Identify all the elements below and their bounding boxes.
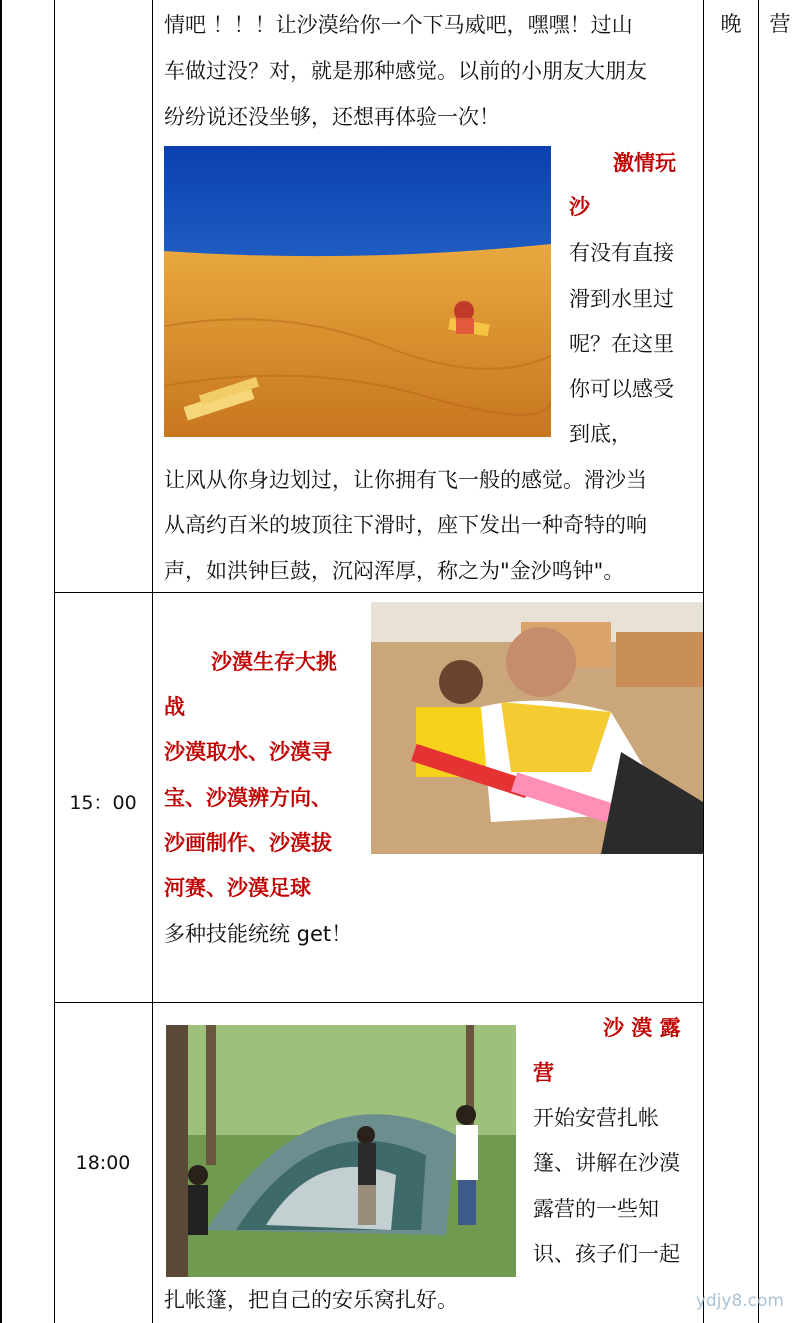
table-col-line-1 xyxy=(54,0,55,1323)
row2-plain-line: 多种技能统统 get！ xyxy=(164,922,353,946)
row3-tail-line: 扎帐篷，把自己的安乐窝扎好。 xyxy=(164,1288,458,1312)
column-cell-evening: 晚 xyxy=(720,12,742,36)
row2-title-line-1: 沙漠生存大挑 xyxy=(211,650,337,674)
table-border-left xyxy=(0,0,2,1323)
row1-tail-line-1: 让风从你身边划过，让你拥有飞一般的感觉。滑沙当 xyxy=(164,468,647,492)
row1-side-line-1: 有没有直接 xyxy=(569,241,674,265)
row1-title-line-1: 激情玩 xyxy=(613,151,676,175)
row2-activity-line-3: 沙画制作、沙漠拔 xyxy=(164,831,332,855)
row1-side-line-2: 滑到水里过 xyxy=(569,287,674,311)
row1-side-line-5: 到底， xyxy=(569,422,632,446)
row2-title-line-2: 战 xyxy=(164,695,185,719)
tent-camping-photo xyxy=(166,1025,516,1277)
row1-intro-line-1: 情吧 ！！！让沙漠给你一个下马威吧，嘿嘿！过山 xyxy=(164,13,633,37)
sand-sliding-photo xyxy=(164,146,551,437)
row1-intro-line-3: 纷纷说还没坐够，还想再体验一次！ xyxy=(164,105,500,129)
row2-activity-line-1: 沙漠取水、沙漠寻 xyxy=(164,740,332,764)
row3-side-line-2: 篷、讲解在沙漠 xyxy=(533,1151,680,1175)
table-col-line-4 xyxy=(758,0,759,1323)
row3-time: 18:00 xyxy=(75,1152,131,1174)
watermark: ydjy8.com xyxy=(695,1291,784,1311)
row1-tail-line-2: 从高约百米的坡顶往下滑时，座下发出一种奇特的响 xyxy=(164,513,647,537)
row3-side-line-4: 识、孩子们一起 xyxy=(533,1242,680,1266)
table-col-line-3 xyxy=(703,0,704,1323)
row1-intro-line-2: 车做过没？对，就是那种感觉。以前的小朋友大朋友 xyxy=(164,59,647,83)
row1-title-line-2: 沙 xyxy=(569,195,590,219)
row1-tail-line-3: 声，如洪钟巨鼓，沉闷浑厚，称之为"金沙鸣钟"。 xyxy=(164,559,625,583)
row2-time: 15：00 xyxy=(69,792,137,814)
row2-activity-line-2: 宝、沙漠辨方向、 xyxy=(164,786,332,810)
row1-side-line-3: 呢？在这里 xyxy=(569,332,674,356)
row3-title-line-2: 营 xyxy=(533,1061,554,1085)
row3-side-line-1: 开始安营扎帐 xyxy=(533,1106,659,1130)
row3-side-line-3: 露营的一些知 xyxy=(533,1197,659,1221)
table-row-line-2 xyxy=(54,1002,704,1003)
table-col-line-2 xyxy=(152,0,153,1323)
desert-survival-photo xyxy=(371,602,703,854)
column-cell-camp: 营 xyxy=(769,12,791,36)
row2-activity-line-4: 河赛、沙漠足球 xyxy=(164,876,311,900)
row3-title-line-1: 沙 漠 露 xyxy=(603,1016,681,1040)
row1-side-line-4: 你可以感受 xyxy=(569,377,674,401)
